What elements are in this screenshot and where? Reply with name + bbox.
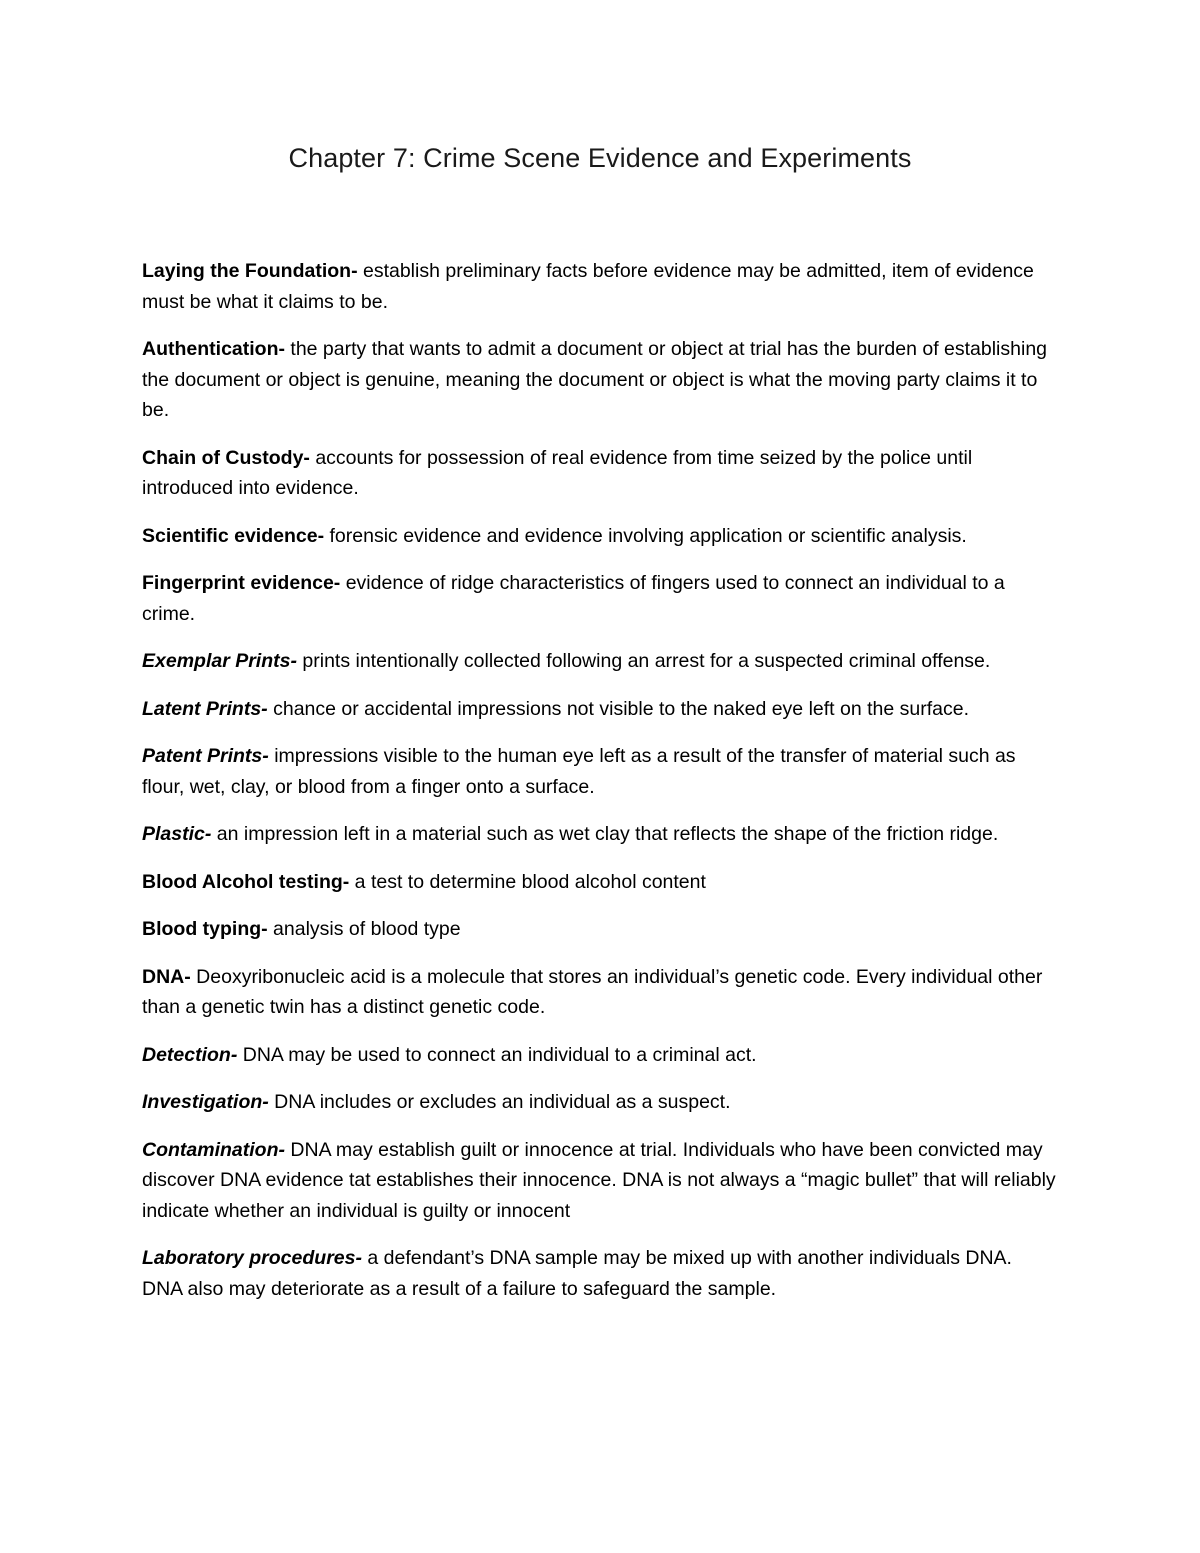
page-title: Chapter 7: Crime Scene Evidence and Experiments (288, 143, 912, 173)
definition-term: Investigation- (142, 1091, 269, 1113)
definition-entry (142, 521, 1057, 552)
definition-term: Chain of Custody- (142, 446, 310, 469)
definition-entry (142, 334, 1057, 426)
definition-entry (142, 819, 1057, 850)
definition-entry (142, 256, 1057, 317)
definition-term: Fingerprint evidence- (142, 572, 341, 594)
definition-text: DNA may establish guilt or innocence at trial. Individuals who have been convicted may discover DNA evidence tat establishes their innocence. DNA is not always a “magic bullet” that will reliably indicate whether an individual is guilty or innocent (142, 1138, 1056, 1222)
definition-term: Plastic- (142, 823, 212, 845)
definition-entry (142, 443, 1057, 504)
definition-term: Latent Prints- (142, 697, 268, 720)
definition-text: Deoxyribonucleic acid is a molecule that stores an individual’s genetic code. Every individual other than a genetic twin has a distinct genetic code. (142, 965, 1043, 1018)
definition-term: Authentication- (142, 338, 285, 360)
definition-entry (142, 568, 1057, 629)
definition-term: Laboratory procedures- (142, 1247, 362, 1269)
definition-text: chance or accidental impressions not visible to the naked eye left on the surface. (267, 697, 970, 720)
definition-entry (142, 1087, 1057, 1118)
definition-term: Contamination- (142, 1138, 285, 1161)
definition-term: Blood Alcohol testing- (142, 870, 350, 893)
definition-entry (142, 962, 1057, 1023)
definition-text: accounts for possession of real evidence from time seized by the police until introduced into evidence. (142, 446, 973, 499)
definition-entry (142, 1135, 1057, 1227)
definition-text: a test to determine blood alcohol content (349, 870, 706, 893)
definition-term: Exemplar Prints- (142, 650, 297, 672)
definition-term: Detection- (142, 1043, 238, 1066)
definition-term: Laying the Foundation- (142, 260, 358, 282)
definition-entry (142, 914, 1057, 945)
definition-text: a defendant’s DNA sample may be mixed up with another individuals DNA. DNA also may deteriorate as a result of a failure to safeguard the sample. (142, 1247, 1012, 1300)
definition-entry (142, 1243, 1057, 1304)
definition-text: DNA may be used to connect an individual to a criminal act. (237, 1043, 757, 1066)
definition-entry (142, 646, 1057, 677)
definition-text: establish preliminary facts before evidence may be admitted, item of evidence must be what it claims to be. (142, 260, 1034, 313)
definition-text: DNA includes or excludes an individual as a suspect. (268, 1091, 731, 1113)
definition-entry (142, 694, 1057, 725)
definition-entry (142, 741, 1057, 802)
definition-term: Scientific evidence- (142, 524, 325, 547)
definition-text: forensic evidence and evidence involving application or scientific analysis. (324, 524, 967, 547)
definition-entry (142, 867, 1057, 898)
definition-term: Patent Prints- (142, 745, 269, 767)
definition-text: impressions visible to the human eye left as a result of the transfer of material such as flour, wet, clay, or blood from a finger onto a surface. (142, 745, 1016, 798)
definition-text: analysis of blood type (267, 918, 461, 940)
definition-list (142, 256, 1057, 1321)
definition-entry (142, 1040, 1057, 1071)
definition-text: evidence of ridge characteristics of fingers used to connect an individual to a crime. (142, 572, 1005, 625)
definition-term: DNA- (142, 965, 191, 988)
definition-text: an impression left in a material such as wet clay that reflects the shape of the friction ridge. (211, 823, 999, 845)
definition-term: Blood typing- (142, 918, 268, 940)
definition-text: the party that wants to admit a document or object at trial has the burden of establishing the document or object is genuine, meaning the document or object is what the moving party claims it to be. (142, 338, 1048, 421)
definition-text: prints intentionally collected following an arrest for a suspected criminal offense. (296, 650, 991, 672)
